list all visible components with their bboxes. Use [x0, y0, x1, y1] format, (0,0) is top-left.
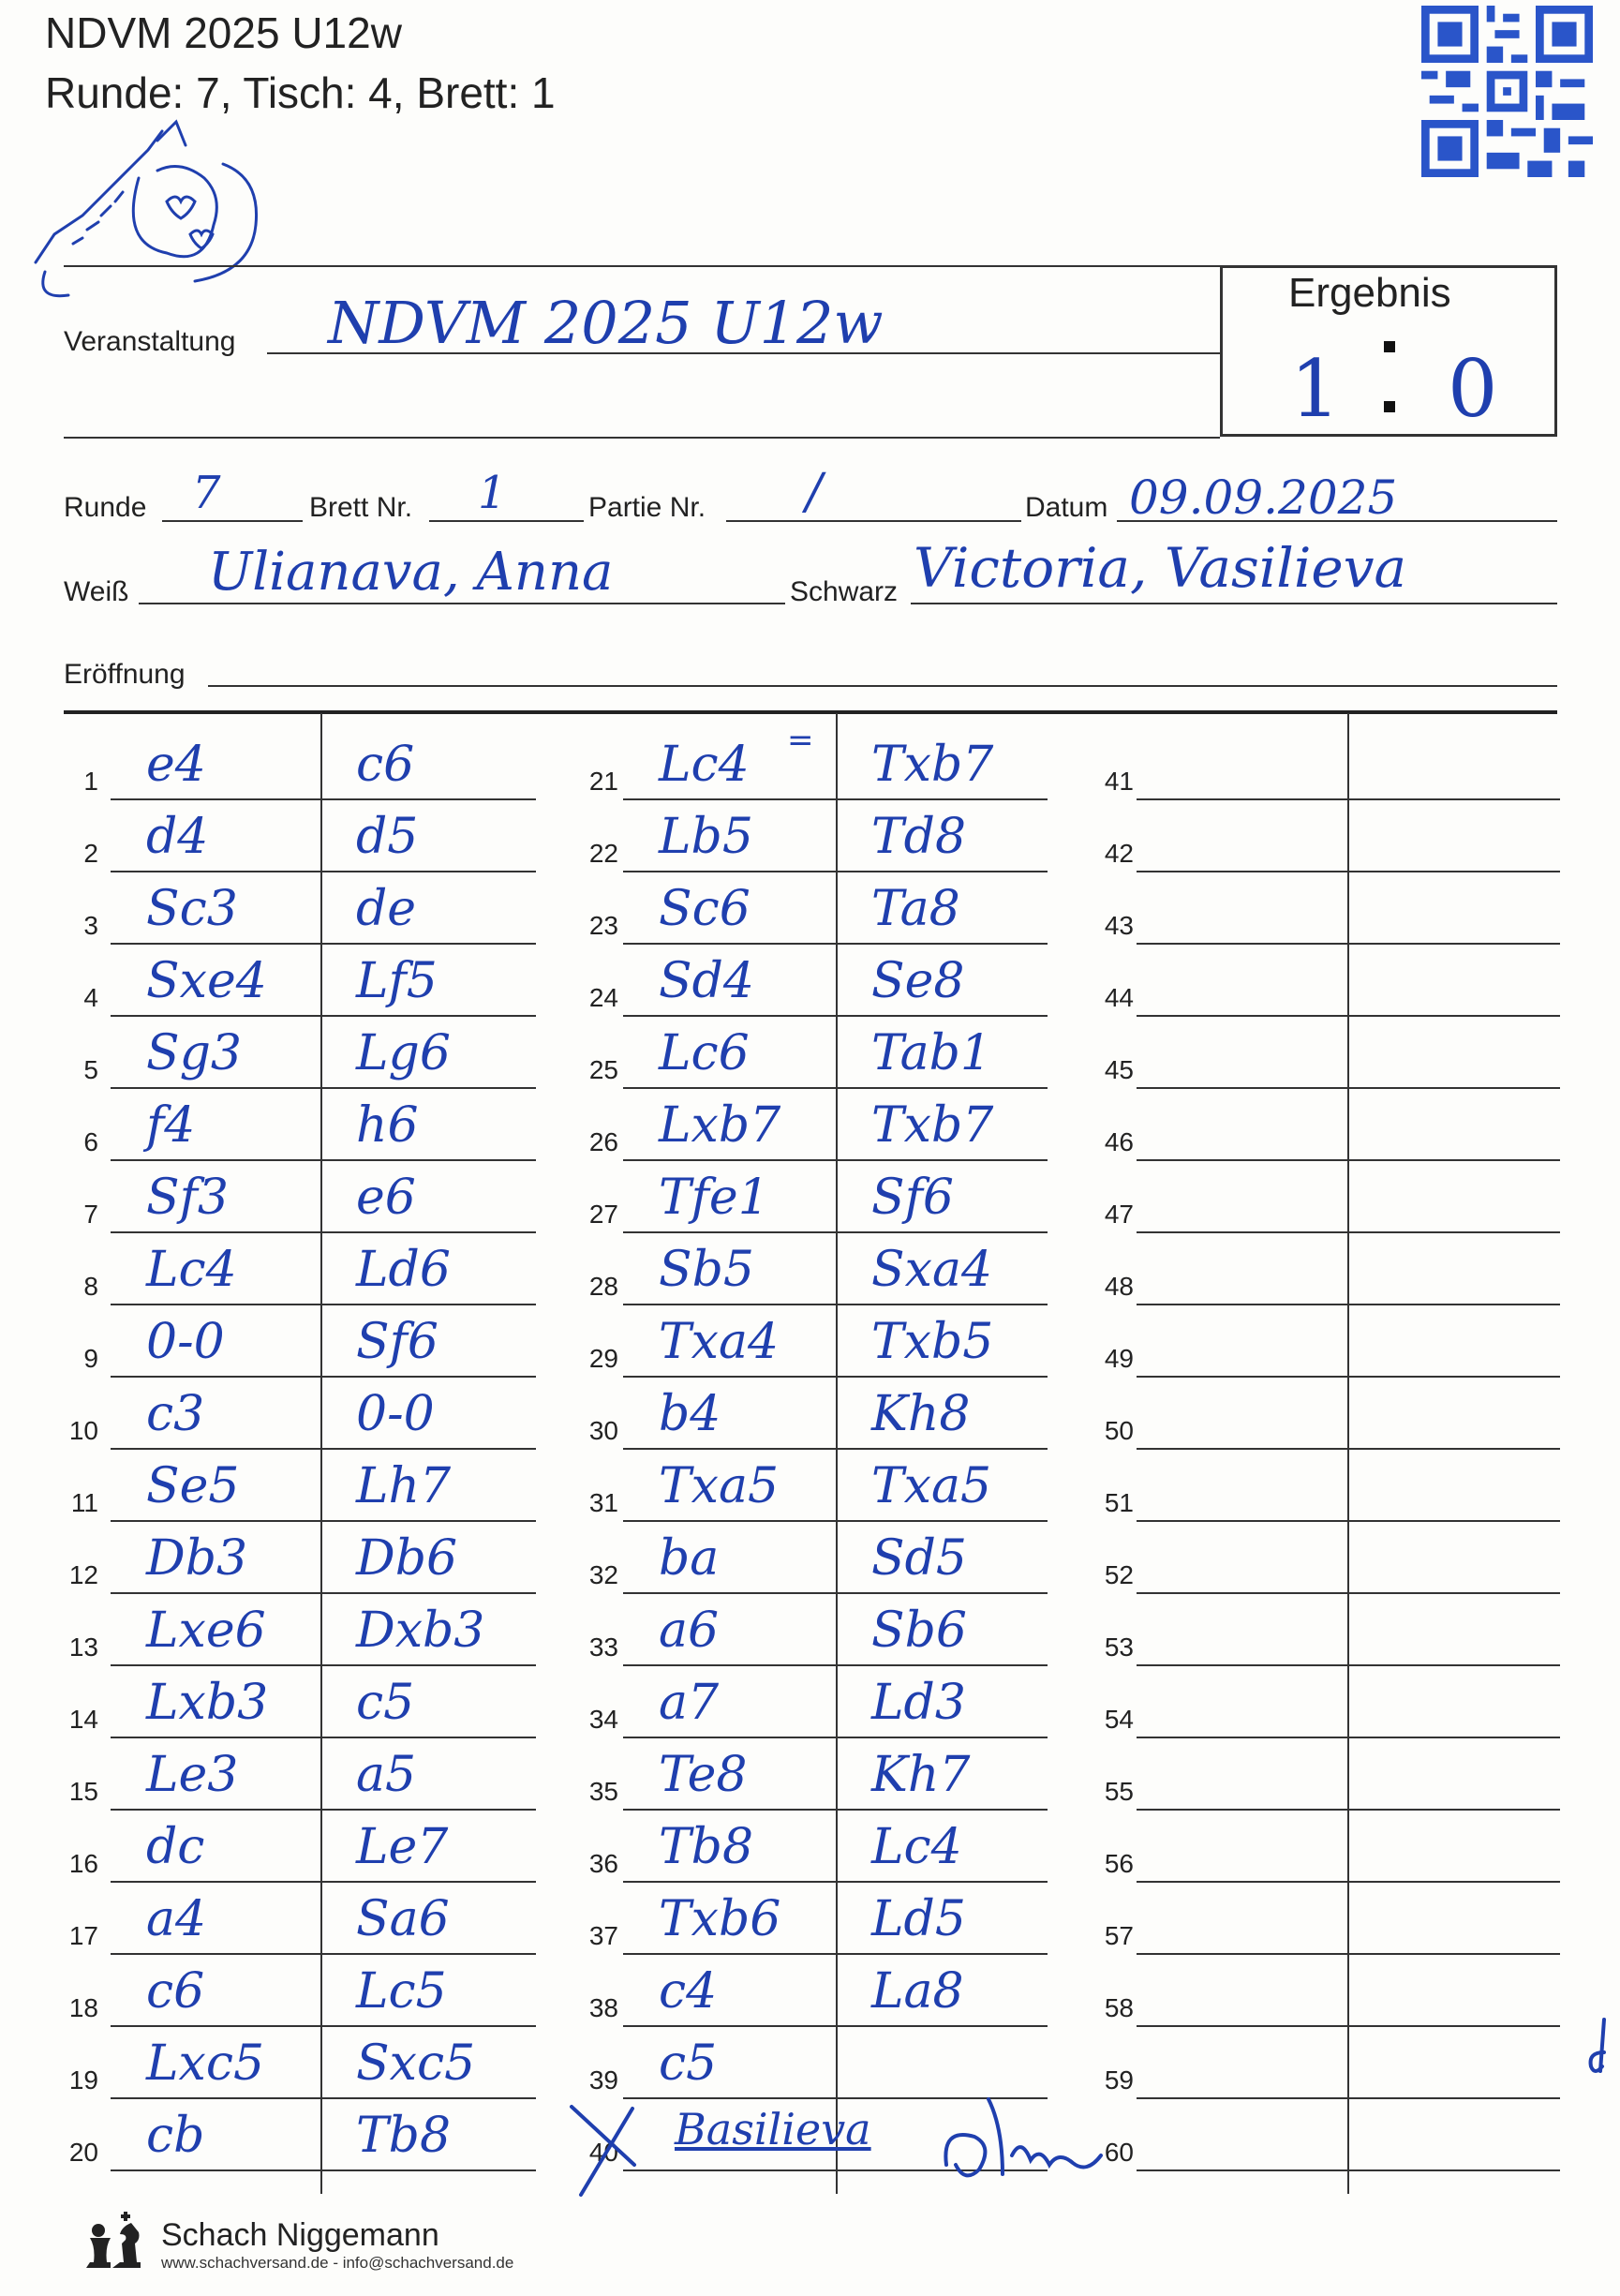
move-row-line	[111, 1304, 536, 1305]
move-number: 7	[83, 1200, 98, 1229]
white-move: Sc3	[146, 881, 238, 937]
move-row-line	[623, 1015, 1048, 1017]
black-move: Lh7	[356, 1458, 452, 1514]
move-row-line	[623, 1159, 1048, 1161]
move-row-line	[623, 1376, 1048, 1378]
black-move: Dxb3	[356, 1603, 485, 1659]
move-row-line	[623, 871, 1048, 872]
move-row-line	[111, 798, 536, 800]
move-row-line	[111, 1231, 536, 1233]
move-number: 55	[1104, 1777, 1134, 1806]
black-move: Lc4	[871, 1819, 962, 1875]
black-move: de	[356, 881, 417, 937]
move-row-line	[1137, 871, 1560, 872]
white-move: c4	[659, 1963, 718, 2020]
white-move: Sg3	[146, 1025, 242, 1081]
move-row-line	[1137, 1159, 1560, 1161]
move-number: 33	[588, 1633, 618, 1662]
chess-pieces-logo	[75, 2202, 150, 2277]
move-number: 26	[588, 1127, 618, 1156]
move-number: 22	[588, 839, 618, 868]
move-number: 31	[588, 1488, 618, 1517]
white-move: a4	[146, 1891, 207, 1947]
move-number: 25	[588, 1055, 618, 1084]
white-move: c5	[659, 2035, 718, 2092]
board-value: 1	[478, 467, 507, 519]
footer-contact: www.schachversand.de - info@schachversand.de	[161, 2254, 514, 2272]
move-number: 19	[68, 2065, 98, 2095]
white-move: Lc6	[659, 1025, 750, 1081]
black-move: 0-0	[356, 1386, 435, 1442]
move-row-line	[1137, 1304, 1560, 1305]
white-move: ba	[659, 1530, 720, 1587]
move-number: 56	[1104, 1849, 1134, 1878]
white-move: Te8	[659, 1747, 748, 1803]
result-dot-top	[1384, 341, 1395, 352]
move-row-line	[111, 2025, 536, 2027]
white-value: Ulianava, Anna	[208, 542, 614, 603]
move-row-line	[623, 2025, 1048, 2027]
black-move: d5	[356, 809, 419, 865]
black-move: La8	[871, 1963, 964, 2020]
move-row-line	[111, 1087, 536, 1089]
result-label: Ergebnis	[1288, 270, 1451, 316]
white-move: Sxe4	[146, 953, 267, 1009]
move-row-line	[111, 1159, 536, 1161]
white-move: Txb6	[659, 1891, 781, 1947]
move-row-line	[623, 1231, 1048, 1233]
margin-mark	[1583, 2015, 1612, 2080]
move-row-line	[111, 1520, 536, 1522]
move-number: 23	[588, 911, 618, 940]
move-number: 10	[68, 1416, 98, 1445]
white-move: Tb8	[659, 1819, 754, 1875]
move-number: 27	[588, 1200, 618, 1229]
move-number: 34	[588, 1705, 618, 1734]
black-value: Victoria, Vasilieva	[914, 536, 1407, 600]
move-row-line	[623, 1953, 1048, 1955]
move-row-line	[1137, 1881, 1560, 1883]
move-number: 9	[83, 1344, 98, 1373]
white-move: Lc4	[659, 737, 750, 793]
move-number: 18	[68, 1993, 98, 2022]
move-number: 48	[1104, 1272, 1134, 1301]
white-move: Lxb3	[146, 1675, 269, 1731]
date-value: 09.09.2025	[1129, 470, 1398, 525]
white-move: Sd4	[659, 953, 754, 1009]
move-row-line	[111, 2097, 536, 2099]
move-row-line	[1137, 1087, 1560, 1089]
move-number: 46	[1104, 1127, 1134, 1156]
signature-text: Basilieva	[675, 2104, 871, 2154]
black-move: Sxc5	[356, 2035, 476, 2092]
move-row-line	[623, 1737, 1048, 1738]
black-move: Txa5	[871, 1458, 992, 1514]
game-value: /	[806, 464, 823, 520]
move-row-line	[1137, 1953, 1560, 1955]
move-row-line	[623, 1664, 1048, 1666]
white-move: b4	[659, 1386, 721, 1442]
move-row-line	[111, 943, 536, 945]
move-number: 37	[588, 1921, 618, 1950]
equal-mark: =	[787, 722, 814, 759]
opening-label: Eröffnung	[64, 659, 186, 690]
move-row-line	[111, 1664, 536, 1666]
move-number: 35	[588, 1777, 618, 1806]
move-number: 2	[83, 839, 98, 868]
black-move: Lg6	[356, 1025, 451, 1081]
move-row-line	[111, 1448, 536, 1450]
move-row-line	[111, 1376, 536, 1378]
move-number: 3	[83, 911, 98, 940]
move-number: 1	[83, 767, 98, 796]
move-number: 12	[68, 1560, 98, 1589]
column-separator	[1347, 713, 1349, 2194]
black-move: Se8	[871, 953, 965, 1009]
move-number: 17	[68, 1921, 98, 1950]
move-number: 16	[68, 1849, 98, 1878]
white-move: cb	[146, 2108, 205, 2164]
header-subtitle: Runde: 7, Tisch: 4, Brett: 1	[45, 68, 556, 117]
move-row-line	[1137, 943, 1560, 945]
move-number: 14	[68, 1705, 98, 1734]
move-row-line	[111, 1592, 536, 1594]
white-move: dc	[146, 1819, 205, 1875]
white-move: f4	[146, 1097, 196, 1154]
white-move: Txa5	[659, 1458, 780, 1514]
white-move: a6	[659, 1603, 720, 1659]
move-row-line	[1137, 1231, 1560, 1233]
round-label: Runde	[64, 492, 147, 523]
black-move: h6	[356, 1097, 419, 1154]
move-row-line	[623, 1809, 1048, 1811]
black-move: Db6	[356, 1530, 458, 1587]
result-white: 1	[1290, 343, 1341, 435]
black-move: Sf6	[871, 1170, 954, 1226]
white-move: c3	[146, 1386, 205, 1442]
move-number: 45	[1104, 1055, 1134, 1084]
board-label: Brett Nr.	[309, 492, 413, 523]
black-move: Sd5	[871, 1530, 967, 1587]
move-number: 54	[1104, 1705, 1134, 1734]
move-row-line	[623, 1592, 1048, 1594]
move-row-line	[111, 1737, 536, 1738]
black-move: Lc5	[356, 1963, 447, 2020]
move-number: 13	[68, 1633, 98, 1662]
result-black: 0	[1448, 343, 1498, 435]
black-label: Schwarz	[790, 576, 899, 607]
move-row-line	[111, 2169, 536, 2171]
black-move: Le7	[356, 1819, 449, 1875]
black-move: Kh8	[871, 1386, 971, 1442]
move-row-line	[1137, 1376, 1560, 1378]
move-row-line	[623, 1087, 1048, 1089]
white-move: Sb5	[659, 1242, 754, 1298]
move-number: 41	[1104, 767, 1134, 796]
move-number: 6	[83, 1127, 98, 1156]
white-move: Sc6	[659, 881, 751, 937]
move-row-line	[111, 1953, 536, 1955]
white-move: Lxe6	[146, 1603, 266, 1659]
move-row-line	[623, 798, 1048, 800]
move-number: 11	[70, 1488, 98, 1517]
move-number: 43	[1104, 911, 1134, 940]
move-number: 38	[588, 1993, 618, 2022]
event-label: Veranstaltung	[64, 326, 236, 357]
move-row-line	[623, 1304, 1048, 1305]
move-number: 39	[588, 2065, 618, 2095]
move-number: 21	[588, 767, 618, 796]
white-move: Le3	[146, 1747, 239, 1803]
move-row-line	[1137, 1737, 1560, 1738]
move-row-line	[623, 1448, 1048, 1450]
move-row-line	[623, 943, 1048, 945]
white-move: Lxc5	[146, 2035, 265, 2092]
move-number: 24	[588, 983, 618, 1012]
black-move: Sxa4	[871, 1242, 993, 1298]
move-row-line	[1137, 2169, 1560, 2171]
table-top-border	[64, 710, 1557, 714]
move-number: 47	[1104, 1200, 1134, 1229]
black-move: Sb6	[871, 1603, 967, 1659]
move-number: 20	[68, 2138, 98, 2167]
black-move: Kh7	[871, 1747, 971, 1803]
move-number: 57	[1104, 1921, 1134, 1950]
move-row-line	[1137, 798, 1560, 800]
move-row-line	[1137, 1448, 1560, 1450]
white-move: 0-0	[146, 1314, 225, 1370]
black-move: e6	[356, 1170, 416, 1226]
black-move: c6	[356, 737, 415, 793]
move-row-line	[111, 1015, 536, 1017]
move-number: 40	[588, 2138, 618, 2167]
move-number: 29	[588, 1344, 618, 1373]
black-move: a5	[356, 1747, 417, 1803]
move-row-line	[1137, 1809, 1560, 1811]
handwritten-signature	[937, 2090, 1134, 2193]
move-row-line	[1137, 2097, 1560, 2099]
move-number: 4	[83, 983, 98, 1012]
move-number: 58	[1104, 1993, 1134, 2022]
white-label: Weiß	[64, 576, 129, 607]
move-row-line	[1137, 1520, 1560, 1522]
move-row-line	[111, 1809, 536, 1811]
move-number: 30	[588, 1416, 618, 1445]
result-dot-bottom	[1384, 401, 1395, 412]
move-number: 49	[1104, 1344, 1134, 1373]
white-move: Db3	[146, 1530, 248, 1587]
move-row-line	[111, 1881, 536, 1883]
move-number: 42	[1104, 839, 1134, 868]
move-number: 44	[1104, 983, 1134, 1012]
white-move: Se5	[146, 1458, 240, 1514]
white-move: c6	[146, 1963, 205, 2020]
black-move: c5	[356, 1675, 415, 1731]
move-number: 60	[1104, 2138, 1134, 2167]
move-row-line	[111, 871, 536, 872]
header-title: NDVM 2025 U12w	[45, 8, 402, 57]
move-number: 32	[588, 1560, 618, 1589]
move-number: 5	[83, 1055, 98, 1084]
black-move: Sa6	[356, 1891, 450, 1947]
date-label: Datum	[1025, 492, 1108, 523]
white-move: Lb5	[659, 809, 753, 865]
move-number: 53	[1104, 1633, 1134, 1662]
game-label: Partie Nr.	[588, 492, 706, 523]
move-number: 36	[588, 1849, 618, 1878]
black-move: Ld3	[871, 1675, 966, 1731]
black-move: Ta8	[871, 881, 960, 937]
white-move: Lxb7	[659, 1097, 781, 1154]
move-number: 50	[1104, 1416, 1134, 1445]
black-move: Lf5	[356, 953, 438, 1009]
white-move: Tfe1	[659, 1170, 769, 1226]
white-move: Lc4	[146, 1242, 237, 1298]
cat-heart-doodle	[17, 112, 270, 309]
black-move: Ld5	[871, 1891, 966, 1947]
black-move: Sf6	[356, 1314, 438, 1370]
move-number: 28	[588, 1272, 618, 1301]
strike-mark	[567, 2099, 642, 2202]
move-row-line	[1137, 1015, 1560, 1017]
footer-brand: Schach Niggemann	[161, 2217, 439, 2253]
event-value: NDVM 2025 U12w	[328, 289, 884, 357]
white-move: e4	[146, 737, 206, 793]
qr-code-icon	[1421, 6, 1593, 177]
black-move: Td8	[871, 809, 967, 865]
move-number: 51	[1104, 1488, 1134, 1517]
move-row-line	[1137, 2025, 1560, 2027]
column-separator	[836, 713, 838, 2194]
move-number: 8	[83, 1272, 98, 1301]
black-move: Ld6	[356, 1242, 451, 1298]
black-move: Txb5	[871, 1314, 994, 1370]
black-move: Tb8	[356, 2108, 452, 2164]
black-move: Txb7	[871, 737, 994, 793]
result-box	[1220, 265, 1557, 437]
move-number: 59	[1104, 2065, 1134, 2095]
move-row-line	[623, 1520, 1048, 1522]
black-move: Txb7	[871, 1097, 994, 1154]
white-move: a7	[659, 1675, 720, 1731]
move-number: 52	[1104, 1560, 1134, 1589]
move-row-line	[1137, 1592, 1560, 1594]
white-move: d4	[146, 809, 209, 865]
move-number: 15	[68, 1777, 98, 1806]
column-separator	[320, 713, 322, 2194]
black-move: Tab1	[871, 1025, 992, 1081]
white-move: Txa4	[659, 1314, 780, 1370]
round-value: 7	[192, 467, 221, 519]
move-row-line	[1137, 1664, 1560, 1666]
white-move: Sf3	[146, 1170, 229, 1226]
move-row-line	[623, 1881, 1048, 1883]
